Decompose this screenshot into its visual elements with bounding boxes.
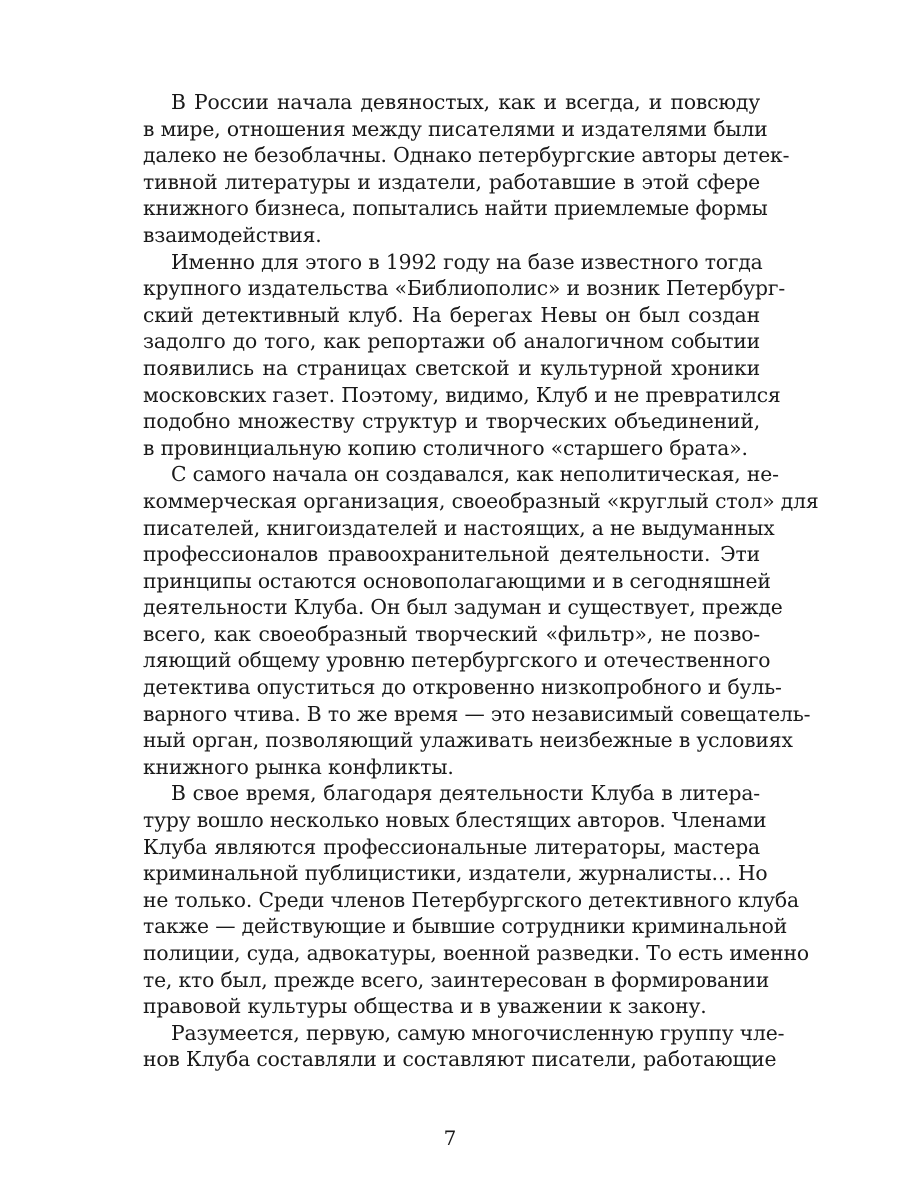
text-line: также — действующие и бывшие сотрудники криминальной [143, 914, 788, 939]
paragraph [143, 249, 786, 462]
text-line: те, кто был, прежде всего, заинтересован в формировании [143, 967, 770, 992]
page-number: 7 [443, 1126, 457, 1150]
text-line: профессионалов правоохранительной деятельности. Эти [143, 542, 760, 567]
text-line: правовой культуры общества и в уважении к закону. [143, 994, 707, 1019]
text-line: ский детективный клуб. На берегах Невы он был создан [143, 302, 760, 327]
text-line: крупного издательства «Библиополис» и возник Петербург- [143, 276, 786, 301]
text-line: криминальной публицистики, издатели, журналисты… Но [143, 861, 768, 886]
text-line: в мире, отношения между писателями и издателями были [143, 116, 768, 141]
text-line: принципы остаются основополагающими и в сегодняшней [143, 568, 771, 593]
text-line: В свое время, благодаря деятельности Клуба в литера- [171, 781, 760, 806]
text-line: книжного рынка конфликты. [143, 754, 454, 779]
text-line: ный орган, позволяющий улаживать неизбежные в условиях [143, 728, 793, 753]
text-line: туру вошло несколько новых блестящих авторов. Членами [143, 808, 767, 833]
text-line: тивной литературы и издатели, работавшие в этой сфере [143, 169, 760, 194]
text-line: не только. Среди членов Петербургского детективного клуба [143, 887, 799, 912]
text-line: писателей, книгоиздателей и настоящих, а не выдуманных [143, 515, 775, 540]
text-line: взаимодействия. [143, 222, 322, 247]
text-line: деятельности Клуба. Он был задуман и существует, прежде [143, 595, 783, 620]
text-line: московских газет. Поэтому, видимо, Клуб и не превратился [143, 382, 781, 407]
body-text [143, 89, 819, 1073]
text-line: задолго до того, как репортажи об аналогичном событии [143, 329, 760, 354]
text-line: С самого начала он создавался, как неполитическая, не- [171, 462, 779, 487]
text-line: Именно для этого в 1992 году на базе известного тогда [171, 249, 763, 274]
text-line: всего, как своеобразный творческий «фильтр», не позво- [143, 621, 760, 646]
text-line: ляющий общему уровню петербургского и отечественного [143, 648, 771, 673]
text-line: в провинциальную копию столичного «старшего брата». [143, 435, 748, 460]
text-line: детектива опуститься до откровенно низкопробного и буль- [143, 675, 782, 700]
paragraph [143, 461, 819, 780]
paragraph [143, 89, 790, 249]
text-line: далеко не безоблачны. Однако петербургские авторы детек- [143, 143, 790, 168]
text-line: нов Клуба составляли и составляют писатели, работающие [143, 1047, 777, 1072]
text-line: появились на страницах светской и культурной хроники [143, 355, 760, 380]
text-line: книжного бизнеса, попытались найти приемлемые формы [143, 196, 768, 221]
text-line: полиции, суда, адвокатуры, военной разведки. То есть именно [143, 941, 809, 965]
text-line: подобно множеству структур и творческих объединений, [143, 409, 760, 434]
text-line: варного чтива. В то же время — это независимый совещатель- [143, 701, 811, 726]
text-line: В России начала девяностых, как и всегда, и повсюду [171, 90, 760, 114]
paragraph [143, 1020, 785, 1073]
paragraph [143, 780, 809, 1019]
text-line: коммерческая организация, своеобразный «круглый стол» для [143, 488, 819, 513]
text-line: Разумеется, первую, самую многочисленную группу чле- [171, 1020, 785, 1045]
text-line: Клуба являются профессиональные литераторы, мастера [143, 834, 760, 859]
